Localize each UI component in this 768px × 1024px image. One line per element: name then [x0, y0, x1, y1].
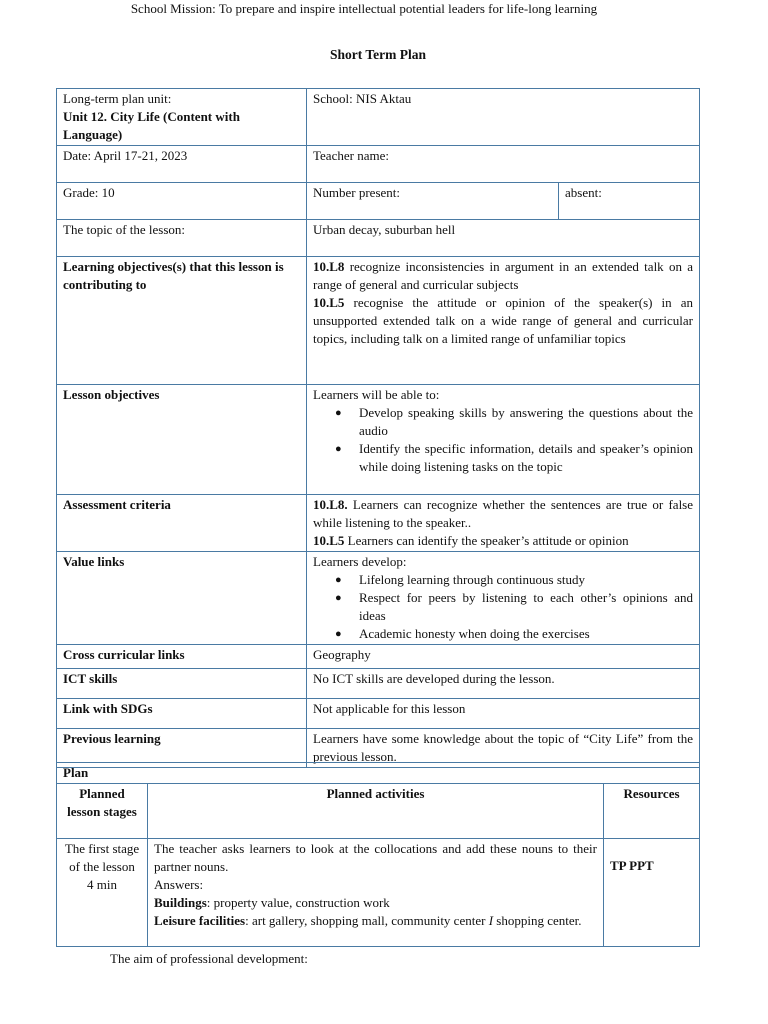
stage-cell — [57, 839, 148, 947]
table-row — [57, 146, 700, 183]
activity-intro: The teacher asks learners to look at the collocations and add these nouns to their partner nouns. — [154, 841, 597, 874]
ict-skills-label: ICT skills — [57, 669, 307, 699]
absent-cell: absent: — [559, 183, 700, 220]
resource-cell: TP PPT — [604, 839, 700, 947]
stage-name: The first stage of the lesson — [64, 841, 140, 874]
objective-text: recognize inconsistencies in argument in an extended talk on a range of general and curricular subjects — [313, 259, 694, 292]
list-item: ● Academic honesty when doing the exercises — [359, 625, 693, 643]
number-present-cell: Number present: — [307, 183, 559, 220]
table-row — [57, 669, 700, 699]
objective-code: 10.L5 — [313, 295, 345, 310]
topic-label: The topic of the lesson: — [57, 220, 307, 257]
footer-text: The aim of professional development: — [110, 951, 308, 966]
lesson-objectives-cell — [307, 385, 700, 495]
learning-objectives-cell — [307, 257, 700, 385]
answers-label: Answers: — [154, 877, 204, 892]
leisure-slash: I — [488, 913, 494, 928]
value-links-label: Value links — [57, 552, 307, 645]
topic-value: Urban decay, suburban hell — [307, 220, 700, 257]
table-row — [57, 763, 700, 784]
activity-cell — [148, 839, 604, 947]
table-row — [57, 552, 700, 645]
leisure-text-end: shopping center. — [493, 913, 582, 928]
unit-label: Long-term plan unit: — [63, 91, 172, 106]
school-mission: School Mission: To prepare and inspire intellectual potential leaders for life-long learning — [130, 1, 598, 16]
page-title: Short Term Plan — [329, 47, 426, 62]
lesson-objectives-label: Lesson objectives — [57, 385, 307, 495]
previous-learning-label: Previous learning — [57, 729, 307, 768]
unit-value: Unit 12. City Life (Content with Language) — [63, 109, 240, 142]
grade-cell: Grade: 10 — [57, 183, 307, 220]
table-row — [57, 784, 700, 839]
cross-curricular-label: Cross curricular links — [57, 645, 307, 669]
criteria-text: Learners can identify the speaker’s attitude or opinion — [344, 533, 629, 548]
table-row — [57, 220, 700, 257]
criteria-code: 10.L8. — [313, 497, 348, 512]
ict-skills-value: No ICT skills are developed during the lesson. — [307, 669, 700, 699]
table-row — [57, 183, 700, 220]
table-row — [57, 257, 700, 385]
criteria-text: Learners can recognize whether the sentences are true or false while listening to the speaker.. — [313, 497, 694, 530]
value-links-list — [313, 571, 693, 643]
table-row — [57, 495, 700, 552]
buildings-label: Buildings — [154, 895, 207, 910]
lesson-objectives-intro: Learners will be able to: — [313, 387, 440, 402]
list-item: ● Lifelong learning through continuous study — [359, 571, 693, 589]
table-row — [57, 645, 700, 669]
table-row — [57, 839, 700, 947]
objective-code: 10.L8 — [313, 259, 345, 274]
table-row — [57, 89, 700, 146]
date-cell: Date: April 17-21, 2023 — [57, 146, 307, 183]
sdg-label: Link with SDGs — [57, 699, 307, 729]
assessment-criteria-label: Assessment criteria — [57, 495, 307, 552]
list-item: ● Respect for peers by listening to each other’s opinions and ideas — [359, 589, 693, 625]
teacher-cell: Teacher name: — [307, 146, 700, 183]
learning-objectives-label: Learning objectives(s) that this lesson is contributing to — [57, 257, 307, 385]
col-header-stages: Planned lesson stages — [57, 784, 148, 839]
col-header-resources: Resources — [604, 784, 700, 839]
previous-learning-value: Learners have some knowledge about the topic of “City Life” from the previous lesson. — [307, 729, 700, 768]
assessment-criteria-cell — [307, 495, 700, 552]
list-item: ● Develop speaking skills by answering the questions about the audio — [359, 404, 693, 440]
table-row — [57, 699, 700, 729]
buildings-text: : property value, construction work — [206, 895, 390, 910]
lesson-objectives-list — [313, 404, 693, 476]
value-links-cell — [307, 552, 700, 645]
value-links-intro: Learners develop: — [313, 554, 407, 569]
objective-text: recognise the attitude or opinion of the speaker(s) in an unsupported extended talk on a wide range of general and curricular topics, including talk on a limited range of unfamiliar topics — [313, 295, 694, 346]
plan-table — [56, 762, 700, 947]
leisure-label: Leisure facilities — [154, 913, 246, 928]
table-row — [57, 385, 700, 495]
cross-curricular-value: Geography — [307, 645, 700, 669]
plan-info-table — [56, 88, 700, 768]
school-cell: School: NIS Aktau — [307, 89, 700, 146]
sdg-value: Not applicable for this lesson — [307, 699, 700, 729]
stage-time: 4 min — [87, 877, 117, 892]
list-item: ● Identify the specific information, details and speaker’s opinion while doing listening tasks on the topic — [359, 440, 693, 476]
leisure-text: : art gallery, shopping mall, community center — [245, 913, 489, 928]
col-header-activities: Planned activities — [148, 784, 604, 839]
plan-label: Plan — [57, 763, 700, 784]
criteria-code: 10.L5 — [313, 533, 345, 548]
unit-cell — [57, 89, 307, 146]
